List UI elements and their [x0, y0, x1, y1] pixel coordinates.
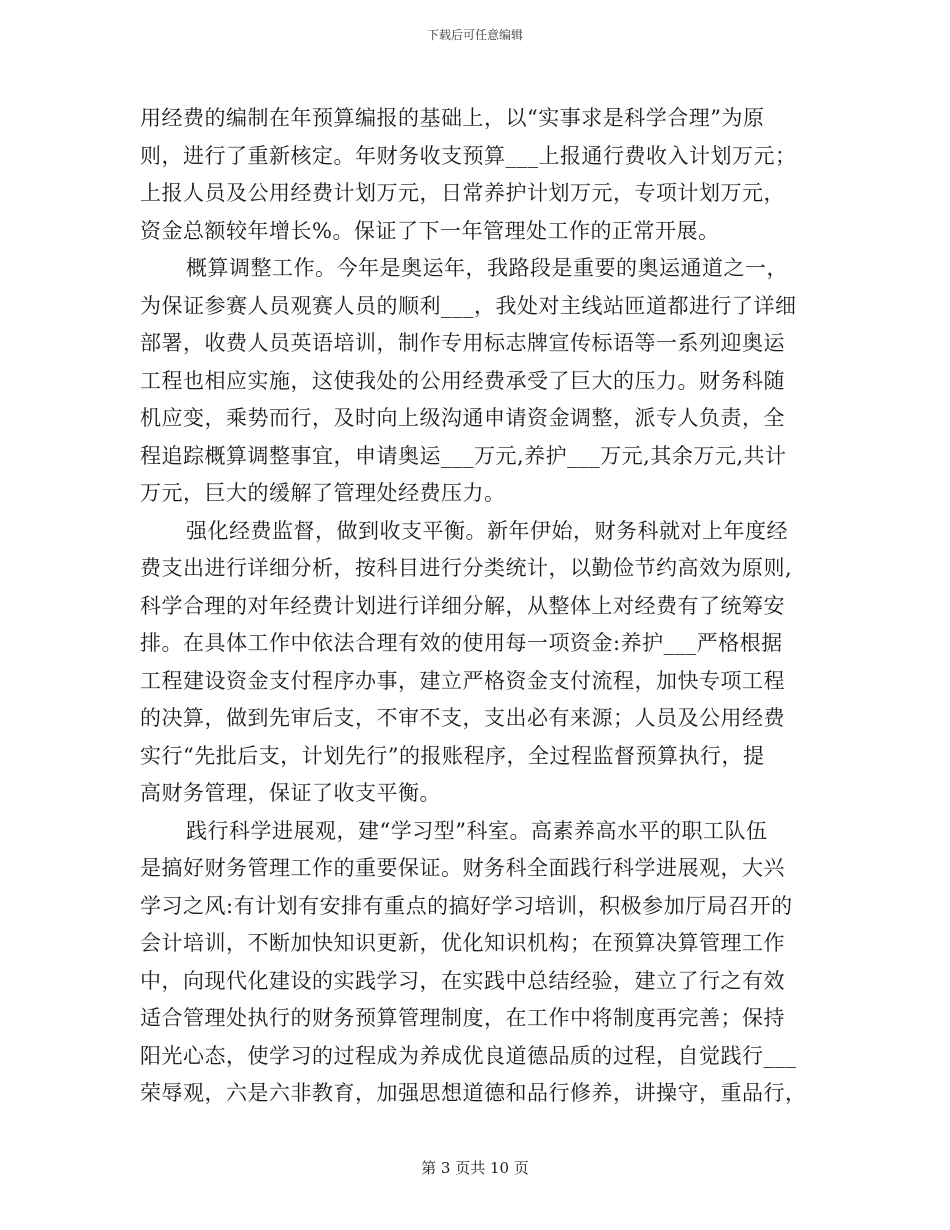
body-line: 会计培训，不断加快知识更新，优化知识机构；在预算决算管理工作	[140, 931, 785, 955]
body-line: 排。在具体工作中依法合理有效的使用每一项资金:养护___严格根据	[140, 631, 783, 655]
body-line: 中，向现代化建设的实践学习，在实践中总结经验，建立了行之有效	[140, 968, 785, 993]
body-line: 用经费的编制在年预算编报的基础上，以“实事求是科学合理”为原	[140, 106, 765, 130]
body-line: 工程也相应实施，这使我处的公用经费承受了巨大的压力。财务科随	[140, 368, 785, 393]
body-line: 部署，收费人员英语培训，制作专用标志牌宣传标语等一系列迎奥运	[140, 331, 785, 355]
page-header: 下载后可任意编辑	[426, 28, 523, 42]
body-line: 是搞好财务管理工作的重要保证。财务科全面践行科学进展观，大兴	[140, 856, 785, 880]
body-line: 上报人员及公用经费计划万元，日常养护计划万元，专项计划万元，	[140, 181, 785, 205]
body-line: 阳光心态，使学习的过程成为养成优良道德品质的过程，自觉践行___	[140, 1043, 797, 1068]
body-line: 适合管理处执行的财务预算管理制度，在工作中将制度再完善；保持	[140, 1006, 785, 1030]
body-line: 机应变，乘势而行，及时向上级沟通申请资金调整，派专人负责，全	[140, 406, 785, 430]
body-line: 则，进行了重新核定。年财务收支预算___上报通行费收入计划万元；	[140, 143, 797, 168]
body-line: 为保证参赛人员观赛人员的顺利___，我处对主线站匝道都进行了详细	[140, 293, 797, 318]
body-line: 费支出进行详细分析，按科目进行分类统计，以勤俭节约高效为原则,	[140, 556, 793, 580]
body-line: 工程建设资金支付程序办事，建立严格资金支付流程，加快专项工程	[140, 668, 785, 693]
paragraph-start-line: 践行科学进展观，建“学习型”科室。高素养高水平的职工队伍	[186, 818, 768, 843]
body-line: 资金总额较年增长%。保证了下一年管理处工作的正常开展。	[140, 218, 720, 243]
paragraph-start-line: 概算调整工作。今年是奥运年，我路段是重要的奥运通道之一，	[186, 256, 788, 280]
body-line: 的决算，做到先审后支，不审不支，支出必有来源；人员及公用经费	[140, 706, 785, 730]
body-line: 学习之风:有计划有安排有重点的搞好学习培训，积极参加厅局召开的	[140, 893, 793, 918]
body-line: 实行“先批后支，计划先行”的报账程序，全过程监督预算执行，提	[140, 743, 765, 768]
page-number-footer: 第 3 页共 10 页	[421, 1159, 529, 1177]
paragraph-start-line: 强化经费监督，做到收支平衡。新年伊始，财务科就对上年度经	[186, 518, 788, 543]
body-line: 万元，巨大的缓解了管理处经费压力。	[140, 481, 506, 505]
body-line: 程追踪概算调整事宜，申请奥运___万元,养护___万元,其余万元,共计	[140, 443, 787, 468]
body-line: 科学合理的对年经费计划进行详细分解，从整体上对经费有了统筹安	[140, 593, 785, 618]
body-line: 荣辱观，六是六非教育，加强思想道德和品行修养，讲操守，重品行，	[140, 1081, 807, 1105]
body-line: 高财务管理，保证了收支平衡。	[140, 781, 441, 805]
document-body	[140, 100, 816, 1113]
